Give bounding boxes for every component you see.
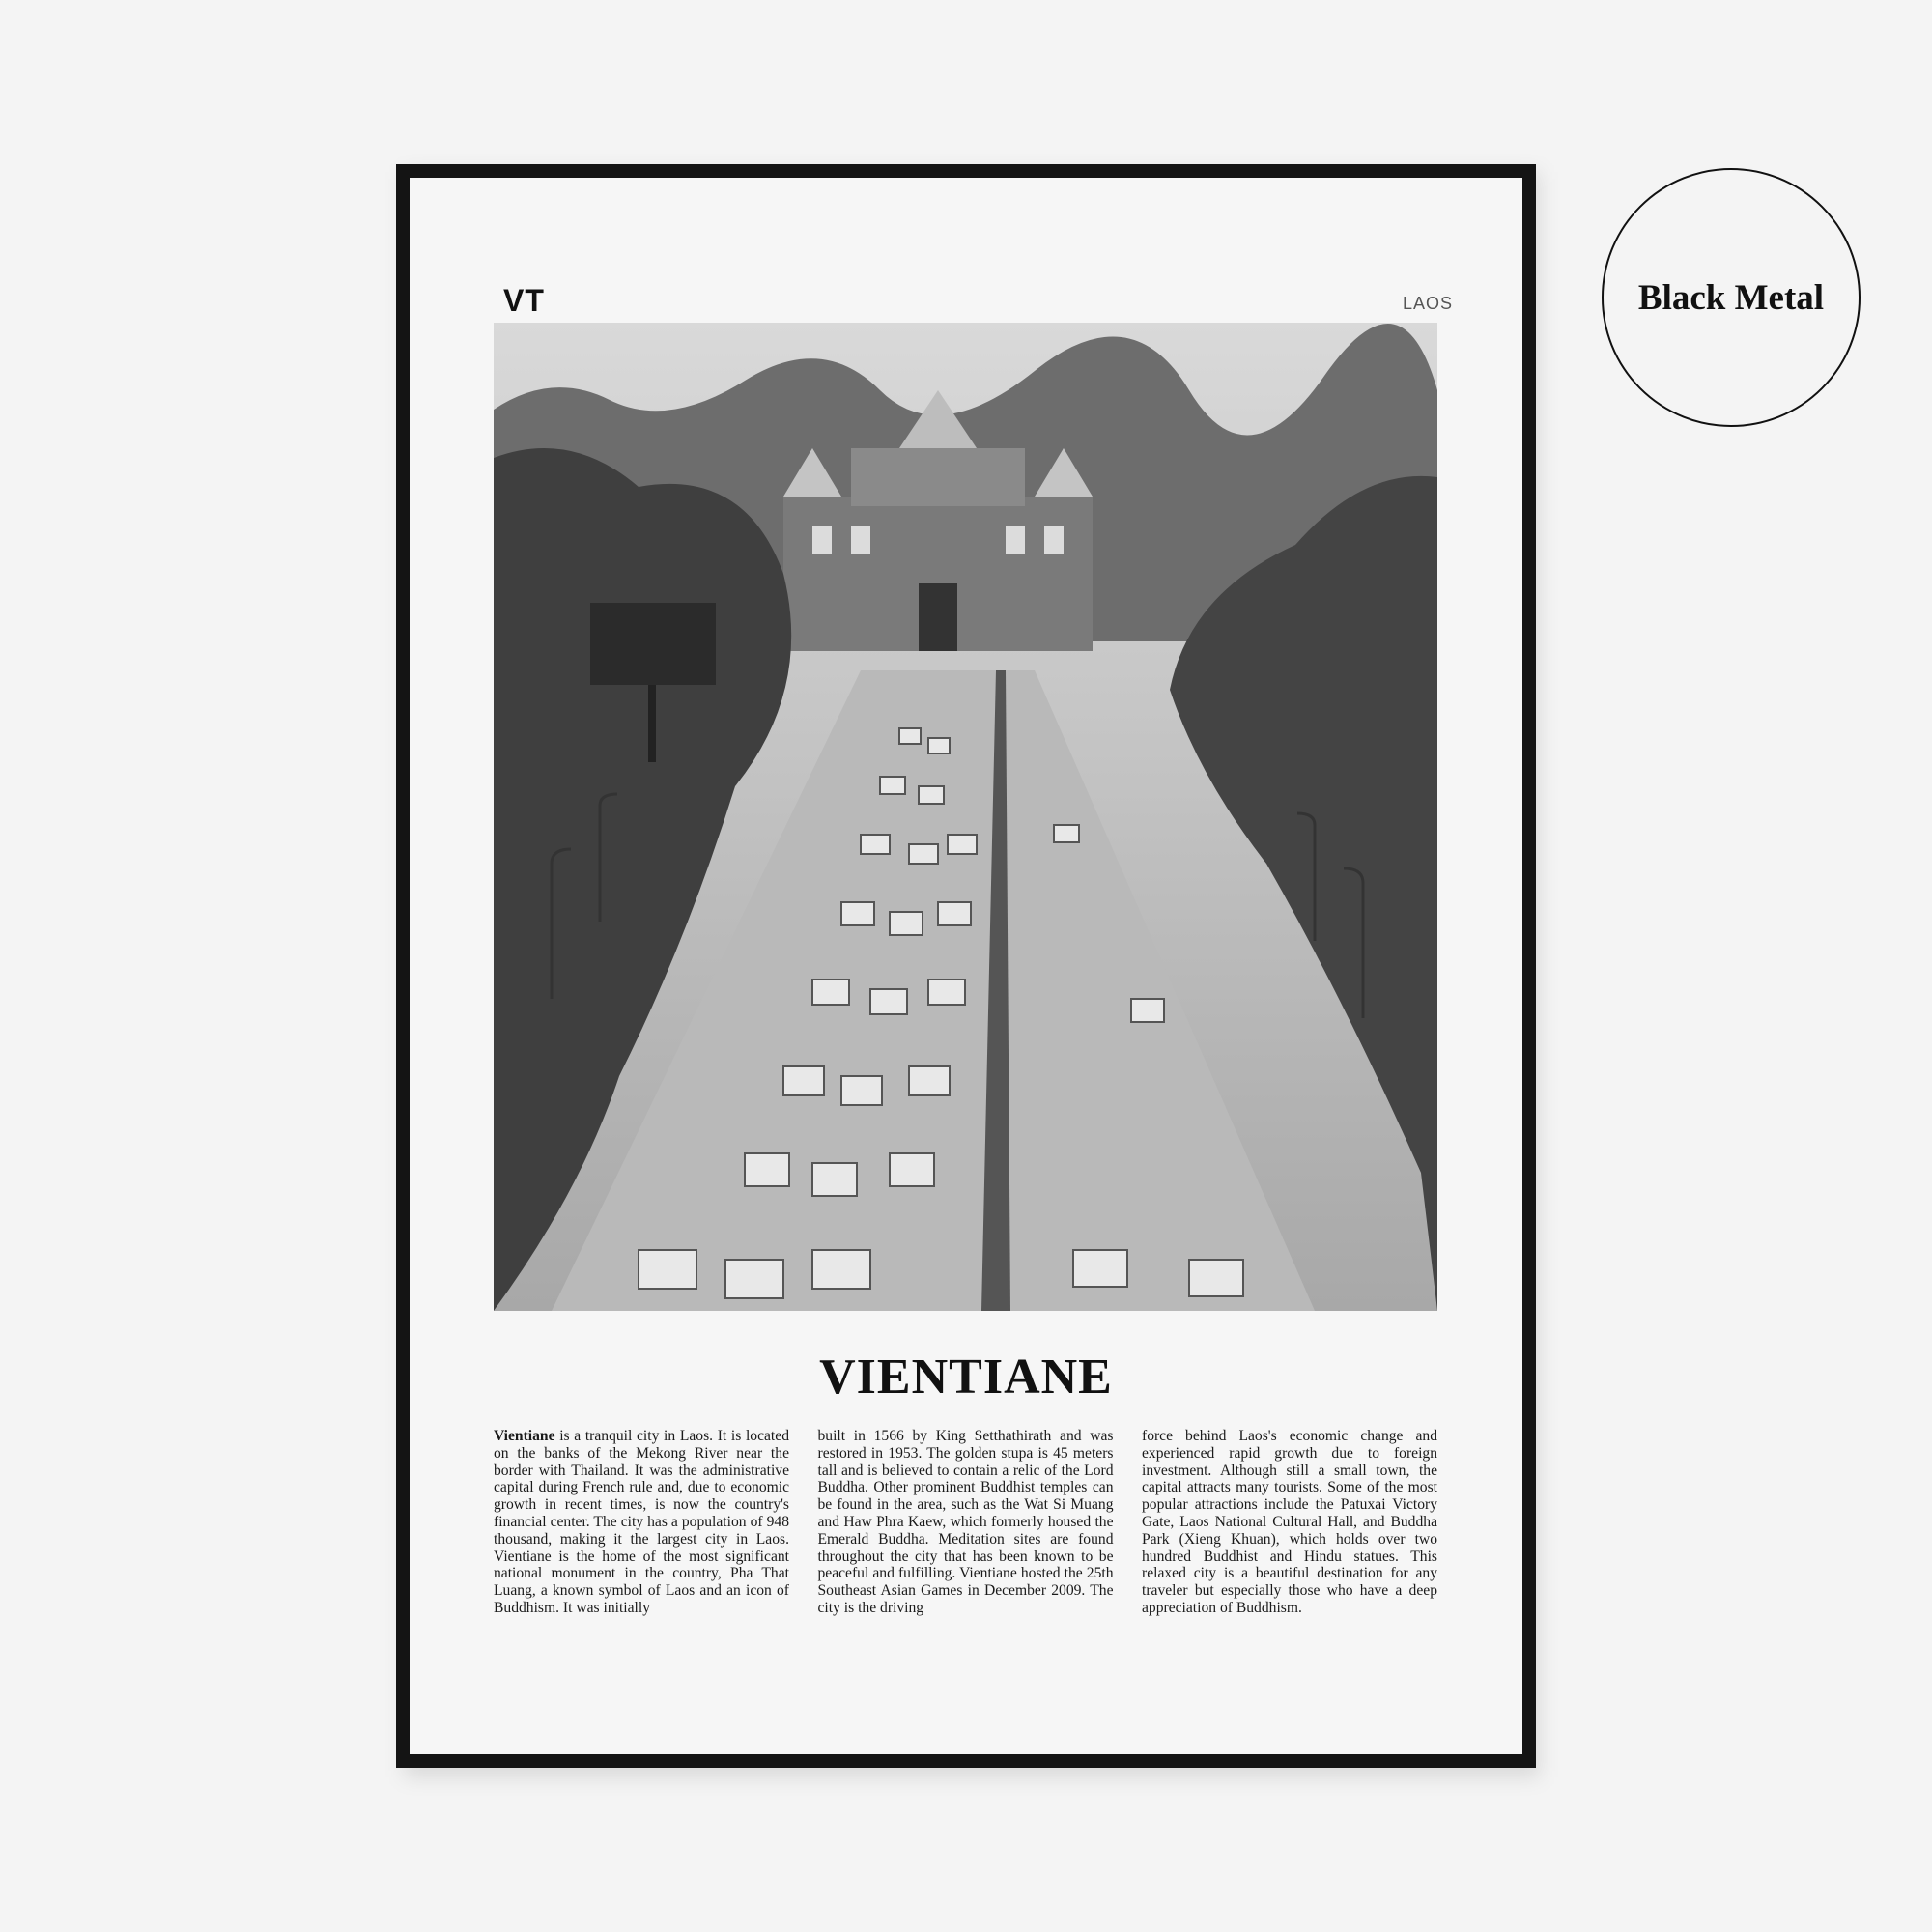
- poster-frame: [396, 164, 1536, 1768]
- poster-paper: [410, 178, 1522, 1754]
- city-photo: [494, 323, 1437, 1311]
- description-column-2: [818, 1428, 1114, 1617]
- description-lead: Vientiane: [494, 1428, 555, 1444]
- city-title: VIENTIANE: [819, 1350, 1113, 1405]
- description-text: is a tranquil city in Laos. It is located on the banks of the Mekong River near the border with Thailand. It was the administrative capital during French rule and, due to economic growth in recent times, is now the country's financial center. The city has a population of 948 thousand, making it the largest city in Laos. Vientiane is the home of the most significant national monument in the country, Pha That Luang, a known symbol of Laos and an icon of Buddhism. It was initially: [494, 1428, 789, 1616]
- city-code: VT: [503, 283, 545, 318]
- frame-option-badge: [1602, 168, 1861, 427]
- description-columns: [494, 1428, 1437, 1617]
- description-text: built in 1566 by King Setthathirath and was restored in 1953. The golden stupa is 45 meters tall and is believed to contain a relic of the Lord Buddha. Other prominent Buddhist temples can be found in the area, such as the Wat Si Muang and Haw Phra Kaew, which formerly housed the Emerald Buddha. Meditation sites are found throughout the city that has been known to be peaceful and fulfilling. Vientiane hosted the 25th Southeast Asian Games in December 2009. The city is the driving: [817, 1428, 1114, 1616]
- billboard: [590, 603, 716, 685]
- frame-option-label: Black Metal: [1637, 277, 1825, 318]
- country-label: LAOS: [1402, 294, 1453, 313]
- description-text: force behind Laos's economic change and experienced rapid growth due to foreign investment. Although still a small town, the capital attracts many tourists. Some of the most popular attractions include the Patuxai Victory Gate, Laos National Cultural Hall, and Buddha Park (Xieng Khuan), which holds over two hundred Buddhist and Hindu statues. This relaxed city is a beautiful destination for any traveler but especially those who have a deep appreciation of Buddhism.: [1142, 1428, 1437, 1616]
- description-column-3: [1142, 1428, 1437, 1617]
- description-column-1: [494, 1428, 789, 1617]
- street-photo-illustration: [494, 323, 1437, 1311]
